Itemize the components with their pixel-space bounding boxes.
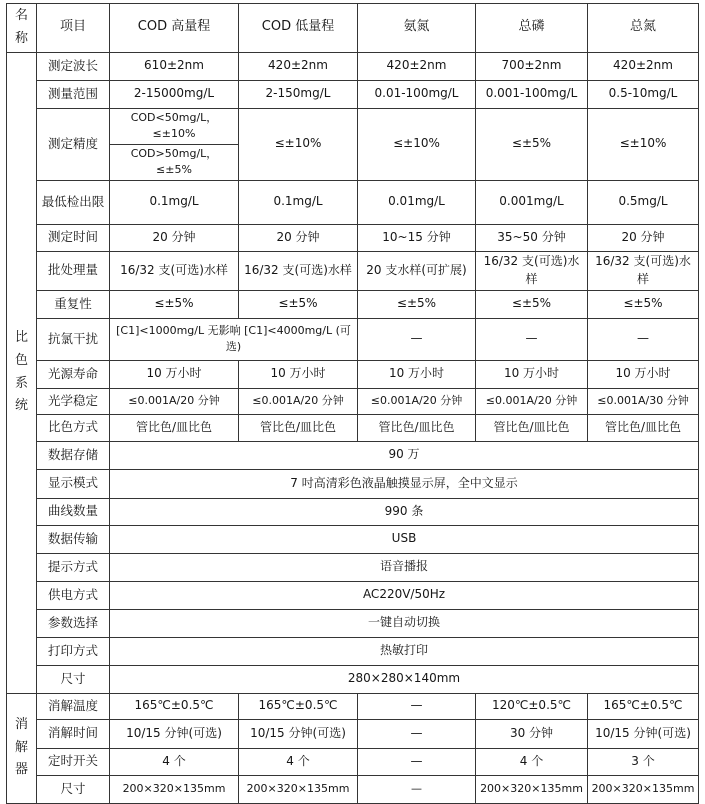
spec-cell: ≤±5% (358, 290, 476, 318)
spec-cell: ≤±10% (239, 108, 358, 180)
table-name-text: 名称 (14, 8, 28, 46)
spec-cell: 16/32 支(可选)水样 (239, 251, 358, 290)
spec-cell: 280×280×140mm (110, 665, 699, 693)
spec-cell: 2-15000mg/L (110, 80, 239, 108)
spec-cell: ≤0.001A/20 分钟 (476, 388, 588, 414)
spec-cell: ≤±5% (476, 108, 588, 180)
column-header-item: 项目 (37, 4, 110, 53)
spec-cell: 10 万小时 (476, 360, 588, 388)
spec-cell: 20 分钟 (588, 224, 699, 251)
spec-cell: 0.01-100mg/L (358, 80, 476, 108)
spec-cell: 10/15 分钟(可选) (239, 719, 358, 748)
row-label: 尺寸 (37, 665, 110, 693)
spec-cell: — (358, 719, 476, 748)
spec-cell: 420±2nm (239, 52, 358, 80)
spec-cell: 管比色/皿比色 (358, 414, 476, 441)
spec-cell: 3 个 (588, 748, 699, 775)
row-label: 比色方式 (37, 414, 110, 441)
spec-cell: 200×320×135mm (239, 775, 358, 803)
spec-cell: 165℃±0.5℃ (588, 693, 699, 719)
section-label-digester (7, 693, 37, 803)
row-label: 数据存储 (37, 441, 110, 469)
spec-cell: — (588, 318, 699, 360)
spec-cell: 16/32 支(可选)水样 (588, 251, 699, 290)
spec-cell: 管比色/皿比色 (476, 414, 588, 441)
spec-cell: 200×320×135mm (110, 775, 239, 803)
column-header-cod-low: COD 低量程 (239, 4, 358, 53)
spec-cell: 16/32 支(可选)水样 (476, 251, 588, 290)
column-header-ammonia: 氨氮 (358, 4, 476, 53)
spec-cell: 管比色/皿比色 (110, 414, 239, 441)
spec-cell: 语音播报 (110, 553, 699, 581)
row-label: 测定时间 (37, 224, 110, 251)
section-label-colorimetric (7, 52, 37, 693)
row-label: 测定波长 (37, 52, 110, 80)
section-digester-text: 消解器 (14, 716, 28, 778)
spec-cell: ≤±5% (588, 290, 699, 318)
spec-cell: 10 万小时 (358, 360, 476, 388)
spec-cell: — (358, 775, 476, 803)
spec-cell: ≤±5% (110, 290, 239, 318)
spec-cell: 610±2nm (110, 52, 239, 80)
spec-cell: 10 万小时 (588, 360, 699, 388)
spec-cell: 120℃±0.5℃ (476, 693, 588, 719)
row-label: 打印方式 (37, 637, 110, 665)
spec-cell: ≤0.001A/20 分钟 (358, 388, 476, 414)
spec-cell: 一键自动切换 (110, 609, 699, 637)
spec-cell: 20 支水样(可扩展) (358, 251, 476, 290)
spec-cell: 0.1mg/L (239, 180, 358, 224)
row-label: 参数选择 (37, 609, 110, 637)
spec-cell: 0.1mg/L (110, 180, 239, 224)
spec-cell: 10/15 分钟(可选) (588, 719, 699, 748)
row-label: 批处理量 (37, 251, 110, 290)
spec-cell: 420±2nm (588, 52, 699, 80)
row-label: 重复性 (37, 290, 110, 318)
spec-cell: 16/32 支(可选)水样 (110, 251, 239, 290)
spec-cell: 10/15 分钟(可选) (110, 719, 239, 748)
spec-cell: 990 条 (110, 498, 699, 525)
spec-cell: ≤0.001A/20 分钟 (239, 388, 358, 414)
row-label: 光学稳定 (37, 388, 110, 414)
spec-cell: 200×320×135mm (588, 775, 699, 803)
section-colorimetric-text: 比色系统 (14, 330, 28, 414)
spec-cell: 4 个 (476, 748, 588, 775)
spec-cell: 0.5-10mg/L (588, 80, 699, 108)
spec-cell: COD>50mg/L， ≤±5% (110, 144, 239, 180)
spec-cell: 165℃±0.5℃ (110, 693, 239, 719)
row-label: 测量范围 (37, 80, 110, 108)
row-label: 数据传输 (37, 525, 110, 553)
row-label: 定时开关 (37, 748, 110, 775)
spec-cell: AC220V/50Hz (110, 581, 699, 609)
row-label: 消解温度 (37, 693, 110, 719)
spec-cell: — (476, 318, 588, 360)
column-header-phosphorus: 总磷 (476, 4, 588, 53)
row-label: 测定精度 (37, 108, 110, 180)
row-label: 曲线数量 (37, 498, 110, 525)
spec-cell: 10 万小时 (110, 360, 239, 388)
row-label: 最低检出限 (37, 180, 110, 224)
spec-cell: 10~15 分钟 (358, 224, 476, 251)
spec-cell: 管比色/皿比色 (239, 414, 358, 441)
spec-cell: ≤±10% (358, 108, 476, 180)
spec-cell: 20 分钟 (110, 224, 239, 251)
column-header-nitrogen: 总氮 (588, 4, 699, 53)
spec-cell: 管比色/皿比色 (588, 414, 699, 441)
spec-cell: 0.01mg/L (358, 180, 476, 224)
spec-cell: 热敏打印 (110, 637, 699, 665)
row-label: 显示模式 (37, 469, 110, 498)
spec-cell: ≤±5% (476, 290, 588, 318)
row-label: 提示方式 (37, 553, 110, 581)
spec-cell: 0.001mg/L (476, 180, 588, 224)
row-label: 光源寿命 (37, 360, 110, 388)
spec-cell: 420±2nm (358, 52, 476, 80)
spec-cell: 90 万 (110, 441, 699, 469)
spec-cell: 10 万小时 (239, 360, 358, 388)
spec-cell: 20 分钟 (239, 224, 358, 251)
spec-cell: 2-150mg/L (239, 80, 358, 108)
spec-cell: — (358, 748, 476, 775)
table-name-header (7, 4, 37, 53)
spec-cell: 0.5mg/L (588, 180, 699, 224)
spec-cell: ≤0.001A/20 分钟 (110, 388, 239, 414)
spec-cell: 4 个 (110, 748, 239, 775)
spec-cell: 0.001-100mg/L (476, 80, 588, 108)
spec-cell: — (358, 693, 476, 719)
column-header-cod-high: COD 高量程 (110, 4, 239, 53)
spec-cell: 200×320×135mm (476, 775, 588, 803)
spec-cell: [C1]<1000mg/L 无影响 [C1]<4000mg/L (可选) (110, 318, 358, 360)
row-label: 消解时间 (37, 719, 110, 748)
row-label: 尺寸 (37, 775, 110, 803)
spec-cell: 35~50 分钟 (476, 224, 588, 251)
spec-table (6, 3, 699, 804)
spec-cell: ≤0.001A/30 分钟 (588, 388, 699, 414)
spec-cell: 4 个 (239, 748, 358, 775)
spec-cell: 7 吋高清彩色液晶触摸显示屏，全中文显示 (110, 469, 699, 498)
spec-cell: 700±2nm (476, 52, 588, 80)
row-label: 抗氯干扰 (37, 318, 110, 360)
spec-cell: — (358, 318, 476, 360)
spec-cell: ≤±5% (239, 290, 358, 318)
spec-cell: COD<50mg/L，≤±10% (110, 108, 239, 144)
spec-cell: ≤±10% (588, 108, 699, 180)
spec-cell: 165℃±0.5℃ (239, 693, 358, 719)
row-label: 供电方式 (37, 581, 110, 609)
spec-cell: 30 分钟 (476, 719, 588, 748)
spec-cell: USB (110, 525, 699, 553)
